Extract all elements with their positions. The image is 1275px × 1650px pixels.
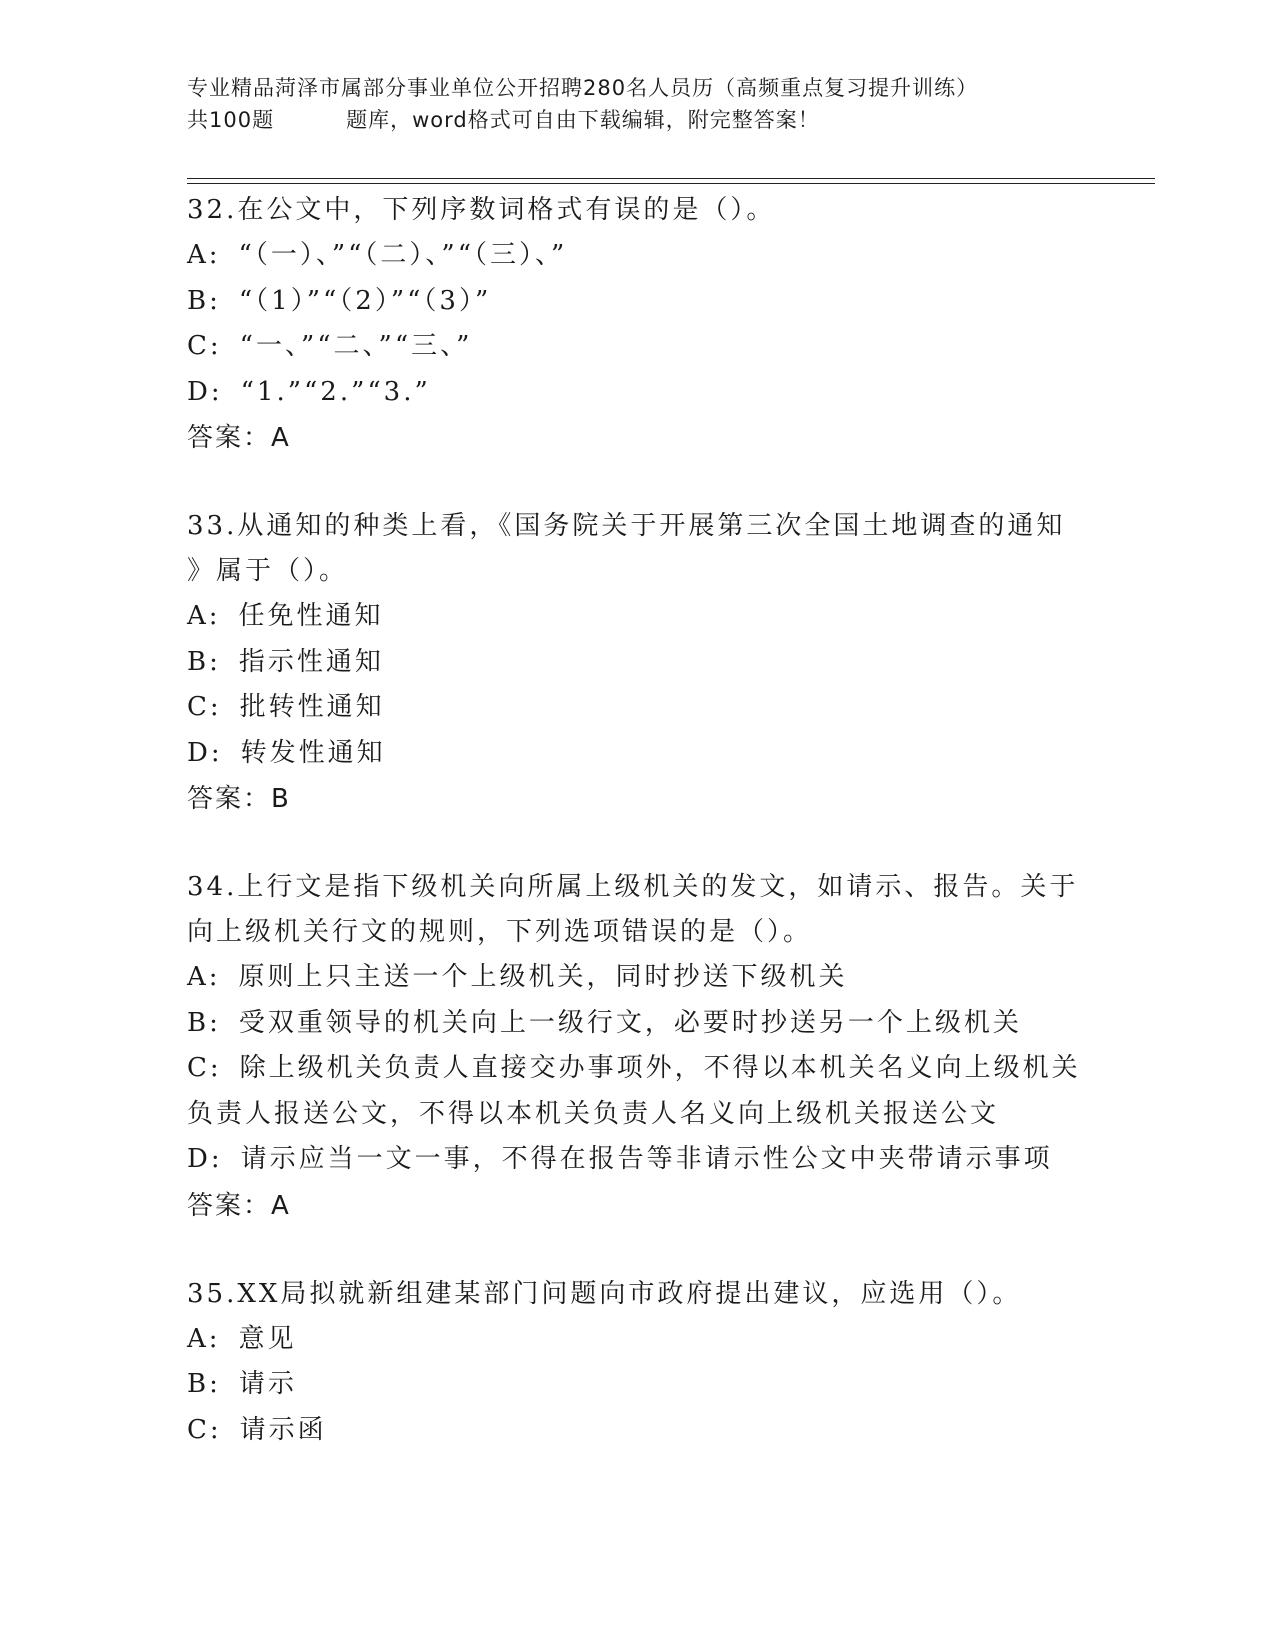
option-text: 转发性通知 xyxy=(240,737,386,768)
option-key: B: xyxy=(187,1007,221,1038)
option-text: 任免性通知 xyxy=(238,601,384,631)
option-text: 意见 xyxy=(238,1323,297,1354)
option-key: C: xyxy=(187,1414,222,1445)
option-key: D: xyxy=(187,376,223,407)
option-text: 受双重领导的机关向上一级行文，必要时抄送另一个上级机关 xyxy=(238,1007,1022,1038)
answer-line: 答案：A xyxy=(187,423,291,453)
option-text: 除上级机关负责人直接交办事项外，不得以本机关名义向上级机关 xyxy=(239,1053,1081,1083)
option-key: A: xyxy=(187,1323,221,1354)
question-stem: 32.在公文中，下列序数词格式有误的是（）。 xyxy=(187,195,776,225)
document-header xyxy=(187,72,1087,136)
option-b xyxy=(187,1362,1087,1408)
option-b xyxy=(187,640,1087,686)
option-text: “（1）”“（2）”“（3）” xyxy=(238,285,492,316)
option-d xyxy=(187,370,1087,416)
option-a xyxy=(187,955,1087,1001)
answer-line: 答案：A xyxy=(187,1190,291,1221)
option-d xyxy=(187,731,1087,777)
header-divider-bottom xyxy=(187,183,1155,184)
option-key: A: xyxy=(187,601,221,631)
question-stem-continued: 》属于（）。 xyxy=(187,556,349,586)
option-key: A: xyxy=(187,962,221,992)
option-c xyxy=(187,324,1087,370)
option-text: “一、”“二、”“三、” xyxy=(239,331,473,361)
question-32 xyxy=(187,188,1087,461)
option-key: C: xyxy=(187,692,222,722)
option-key: B: xyxy=(187,285,221,316)
option-a xyxy=(187,594,1087,640)
question-33 xyxy=(187,504,1087,822)
question-stem: 33.从通知的种类上看，《国务院关于开展第三次全国土地调查的通知 xyxy=(187,511,1066,541)
option-d xyxy=(187,1137,1087,1183)
option-text: 请示应当一文一事，不得在报告等非请示性公文中夹带请示事项 xyxy=(240,1144,1053,1174)
header-question-count: 共100题 xyxy=(187,108,275,132)
header-description: 题库，word格式可自由下载编辑，附完整答案！ xyxy=(346,108,820,132)
option-a xyxy=(187,233,1087,279)
option-key: C: xyxy=(187,1053,222,1083)
option-b xyxy=(187,279,1087,325)
option-c xyxy=(187,1408,1087,1454)
option-text: 请示 xyxy=(238,1369,297,1399)
option-key: A: xyxy=(187,240,221,270)
answer-line: 答案：B xyxy=(187,784,291,814)
question-stem: 34.上行文是指下级机关向所属上级机关的发文，如请示、报告。关于 xyxy=(187,872,1079,902)
option-a xyxy=(187,1317,1087,1363)
option-c-continued: 负责人报送公文，不得以本机关负责人名义向上级机关报送公文 xyxy=(187,1098,1000,1129)
question-stem: 35.XX局拟就新组建某部门问题向市政府提出建议，应选用（）。 xyxy=(187,1278,1022,1309)
option-text: “（一）、”“（二）、”“（三）、” xyxy=(238,240,568,270)
option-key: B: xyxy=(187,1369,221,1399)
question-stem-continued: 向上级机关行文的规则，下列选项错误的是（）。 xyxy=(187,917,813,947)
option-text: 指示性通知 xyxy=(238,646,384,677)
option-text: 原则上只主送一个上级机关，同时抄送下级机关 xyxy=(238,962,848,992)
header-title-line: 专业精品菏泽市属部分事业单位公开招聘280名人员历（高频重点复习提升训练） xyxy=(187,76,979,100)
option-key: D: xyxy=(187,1144,223,1174)
option-key: B: xyxy=(187,646,221,677)
option-key: C: xyxy=(187,331,222,361)
option-b xyxy=(187,1001,1087,1047)
option-c xyxy=(187,685,1087,731)
option-text: 批转性通知 xyxy=(239,692,385,722)
question-35 xyxy=(187,1272,1087,1454)
header-divider-top xyxy=(187,178,1155,179)
option-text: “1.”“2.”“3.” xyxy=(240,376,431,407)
option-text: 请示函 xyxy=(239,1414,327,1445)
option-c xyxy=(187,1046,1087,1092)
question-34 xyxy=(187,865,1087,1229)
option-key: D: xyxy=(187,737,223,768)
header-subtitle-line xyxy=(187,104,1087,136)
question-list xyxy=(187,188,1087,1453)
